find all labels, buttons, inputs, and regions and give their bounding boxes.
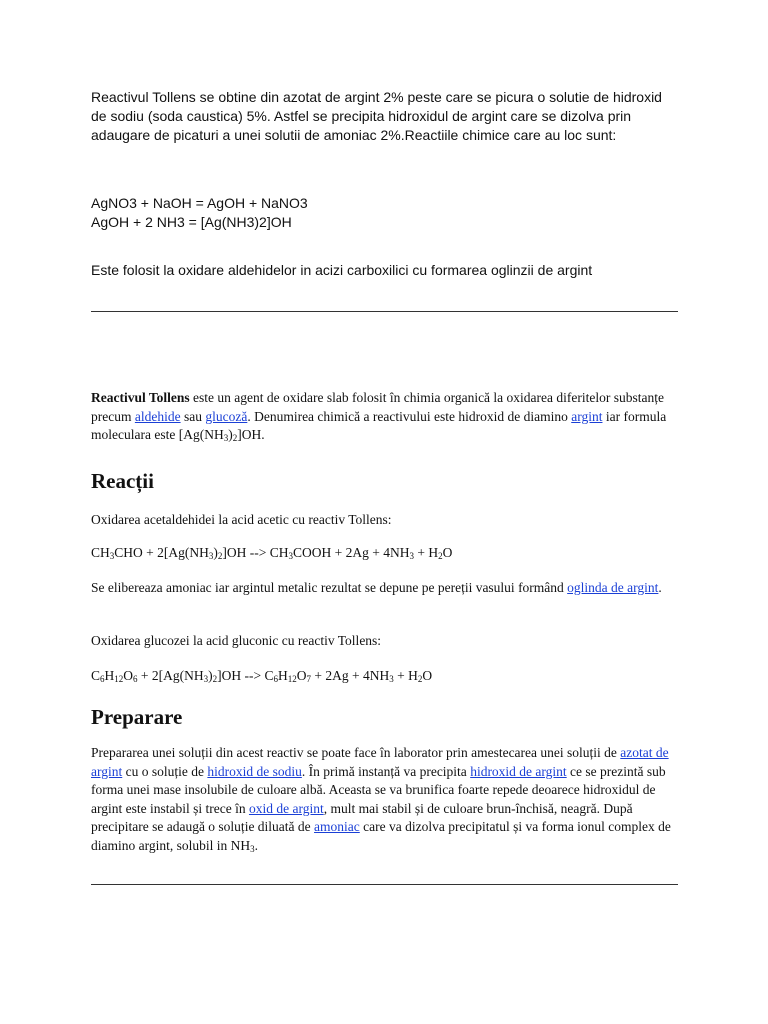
prep-text: , mult mai stabil și de culoare brun-închisă, neagră. După precipitare se adaugă o soluție diluată de (91, 800, 633, 834)
lead-paragraph (91, 389, 679, 445)
eq-text: + 2Ag + 4NH (310, 668, 390, 683)
link-hidroxid-de-argint[interactable]: hidroxid de argint (470, 763, 567, 779)
silver-paragraph (91, 579, 681, 598)
subscript: 2 (232, 433, 238, 443)
equation-glucose (91, 667, 681, 686)
link-glucoza[interactable]: glucoză (205, 408, 248, 424)
subscript: 6 (100, 674, 105, 684)
heading-preparare: Preparare (91, 705, 183, 729)
uses-paragraph: Este folosit la oxidare aldehidelor in acizi carboxilici cu formarea oglinzii de argint (91, 262, 593, 278)
subscript: 3 (389, 674, 394, 684)
prep-text: care va dizolva precipitatul și va forma ionul complex de diamino argint, solubil in NH (91, 819, 671, 853)
subscript: 3 (203, 674, 209, 684)
silver-text: Se elibereaza amoniac iar argintul metalic rezultat se depune pe pereții vasului formând (91, 580, 568, 595)
link-azotat-de-argint[interactable]: azotat de argint (91, 745, 669, 779)
subscript: 3 (288, 551, 293, 561)
subscript: 3 (223, 433, 229, 443)
eq-text: COOH + 2Ag + 4NH (292, 545, 410, 560)
eq-text: CHO + 2[Ag(NH (114, 545, 209, 560)
subscript: 3 (250, 843, 255, 854)
lead-text: ) (228, 427, 233, 442)
subscript: 2 (438, 551, 443, 561)
lead-text: . Denumirea chimică a reactivului este hidroxid de diamino (247, 408, 572, 424)
horizontal-divider (91, 311, 678, 312)
lead-text: sau (180, 408, 206, 424)
eq-text: ) (208, 668, 213, 683)
intro-paragraph: Reactivul Tollens se obtine din azotat de argint 2% peste care se picura o solutie de hidroxid de sodiu (soda caustica) 5%. Astfel se precipita hidroxidul de argint care se dizolva prin adaugare de picaturi a unei solutii de amoniac 2%.Reactiile chimice care au loc sunt: (91, 89, 662, 143)
eq-text: C (91, 668, 101, 683)
equations-block (91, 194, 308, 232)
prep-text: ce se prezintă sub forma unei mase insolubile de culoare albă. Aceasta se va brunifica foarte repede deoarece hidroxidul de argint este instabil și trece în (91, 763, 666, 816)
link-oxid-de-argint[interactable]: oxid de argint (248, 800, 324, 816)
subscript: 2 (217, 551, 223, 561)
glucose-intro: Oxidarea glucozei la acid gluconic cu reactiv Tollens: (91, 633, 382, 648)
term-bold: Reactivul Tollens (91, 390, 190, 405)
eq-text: O (296, 668, 307, 683)
equation-2: AgOH + 2 NH3 = [Ag(NH3)2]OH (91, 214, 292, 230)
eq-text: H (104, 668, 115, 683)
subscript: 12 (114, 674, 124, 684)
lead-text: ]OH. (237, 427, 265, 442)
prep-text: . (254, 837, 258, 853)
eq-text: ]OH --> CH (222, 545, 289, 560)
link-aldehide[interactable]: aldehide (134, 408, 181, 424)
subscript: 2 (212, 674, 218, 684)
heading-reactii: Reacții (91, 469, 154, 493)
eq-text: O (123, 668, 134, 683)
horizontal-divider-bottom (91, 884, 678, 885)
silver-text: . (658, 580, 662, 595)
link-hidroxid-de-sodiu[interactable]: hidroxid de sodiu (207, 763, 302, 779)
equation-1: AgNO3 + NaOH = AgOH + NaNO3 (91, 195, 308, 211)
eq-text: ]OH --> C (217, 668, 274, 683)
prep-text: cu o soluție de (122, 763, 208, 779)
link-amoniac[interactable]: amoniac (314, 819, 360, 834)
equation-acetaldehyde (91, 544, 681, 563)
prep-text: Prepararea unei soluții din acest reactiv se poate face în laborator prin amestecarea unei soluții de (91, 745, 621, 760)
subscript: 3 (208, 551, 214, 561)
prep-text: . În primă instanță va precipita (301, 763, 471, 779)
lead-text: iar formula moleculara este [Ag(NH (91, 408, 667, 442)
subscript: 6 (273, 674, 278, 684)
acetaldehyde-intro: Oxidarea acetaldehidei la acid acetic cu reactiv Tollens: (91, 512, 392, 527)
lead-text: este un agent de oxidare slab folosit în chimia organică la oxidarea diferitelor substanțe precum (91, 390, 664, 424)
link-argint[interactable]: argint (571, 408, 603, 424)
subscript: 3 (409, 551, 414, 561)
eq-text: + 2[Ag(NH (137, 668, 204, 683)
subscript: 12 (287, 674, 297, 684)
eq-text: CH (91, 545, 110, 560)
subscript: 3 (109, 551, 115, 561)
eq-text: O (442, 545, 453, 560)
eq-text: O (422, 668, 433, 683)
eq-text: + H (393, 668, 418, 683)
link-oglinda-de-argint[interactable]: oglinda de argint (567, 580, 659, 595)
eq-text: ) (213, 545, 218, 560)
subscript: 7 (306, 674, 311, 684)
eq-text: + H (413, 545, 439, 560)
eq-text: H (277, 668, 288, 683)
preparare-paragraph (91, 744, 681, 855)
subscript: 2 (417, 674, 423, 684)
subscript: 6 (133, 674, 138, 684)
